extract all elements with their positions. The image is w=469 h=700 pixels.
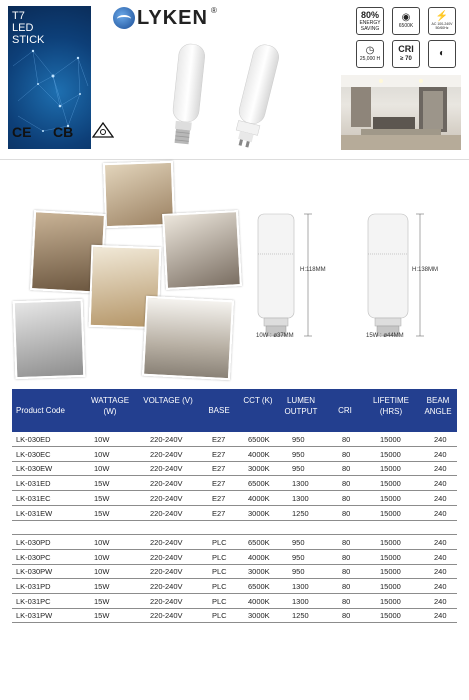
table-cell: LK-031EC bbox=[16, 493, 51, 503]
table-cell: 80 bbox=[342, 435, 351, 444]
table-cell: 80 bbox=[342, 464, 351, 474]
table-cell: 15W bbox=[94, 479, 110, 489]
table-row bbox=[12, 461, 457, 476]
table-cell: 80 bbox=[342, 596, 351, 606]
table-cell: 1300 bbox=[292, 479, 309, 489]
table-cell: 15000 bbox=[380, 435, 401, 444]
table-cell: 10W bbox=[94, 449, 110, 459]
ce-mark: CE bbox=[12, 124, 32, 140]
table-cell: PLC bbox=[212, 596, 227, 606]
table-cell: 15000 bbox=[380, 479, 401, 489]
table-cell: LK-030ED bbox=[16, 435, 51, 444]
table-cell: 6500K bbox=[248, 479, 270, 489]
table-cell: 80 bbox=[342, 493, 351, 503]
table-cell: 15000 bbox=[380, 596, 401, 606]
table-row bbox=[12, 506, 457, 521]
table-cell: 950 bbox=[292, 435, 305, 444]
table-cell: 10W bbox=[94, 567, 110, 577]
table-cell: E27 bbox=[212, 464, 226, 474]
bulb-10w-dimension-diagram bbox=[250, 210, 330, 340]
table-cell: 1250 bbox=[292, 508, 309, 518]
table-cell: 3000K bbox=[248, 508, 270, 518]
table-cell: E27 bbox=[212, 508, 226, 518]
cri-label: CRI bbox=[398, 44, 414, 54]
table-cell: 220-240V bbox=[150, 493, 183, 503]
table-cell: LK-031PD bbox=[16, 582, 51, 591]
safety-triangle-icon bbox=[92, 122, 114, 141]
height-label-15w: H:138MM bbox=[412, 267, 439, 273]
col-product-code: Product Code bbox=[16, 406, 65, 415]
table-cell: E27 bbox=[212, 479, 226, 489]
living-room-photo bbox=[341, 75, 461, 150]
table-cell: 1250 bbox=[292, 611, 309, 621]
brand-name: LYKEN bbox=[137, 6, 208, 29]
col-wattage: WATTAGE (W) bbox=[90, 396, 130, 416]
table-cell: 6500K bbox=[248, 537, 270, 547]
registered-mark: ® bbox=[210, 6, 217, 15]
energy-percent: 80% bbox=[360, 10, 379, 20]
table-row bbox=[12, 579, 457, 594]
table-cell: 80 bbox=[342, 582, 351, 591]
clock-icon: ◷ bbox=[365, 45, 375, 56]
energy-saving-icon bbox=[356, 7, 384, 35]
table-cell: 10W bbox=[94, 435, 110, 444]
cri-icon bbox=[392, 40, 420, 68]
table-cell: 10W bbox=[94, 537, 110, 547]
table-row bbox=[12, 491, 457, 506]
diameter-label-15w: 15W : ø44MM bbox=[366, 333, 404, 339]
table-cell: E27 bbox=[212, 449, 226, 459]
table-cell: PLC bbox=[212, 537, 227, 547]
table-cell: LK-031PW bbox=[16, 611, 53, 621]
cb-mark: CB bbox=[53, 124, 74, 140]
table-cell: 80 bbox=[342, 508, 351, 518]
table-cell: 15W bbox=[94, 508, 110, 518]
e27-stick-bulb-image bbox=[170, 42, 206, 150]
table-cell: 240 bbox=[434, 449, 447, 459]
table-cell: 240 bbox=[434, 464, 447, 474]
lightning-icon: ⚡ bbox=[435, 11, 449, 22]
title-line-2: LED bbox=[12, 22, 34, 34]
table-cell: 15000 bbox=[380, 537, 401, 547]
table-cell: 15W bbox=[94, 493, 110, 503]
table-cell: 15000 bbox=[380, 493, 401, 503]
table-cell: 15000 bbox=[380, 552, 401, 562]
table-cell: 10W bbox=[94, 552, 110, 562]
table-cell: 220-240V bbox=[150, 449, 183, 459]
table-cell: 950 bbox=[292, 464, 305, 474]
table-cell: 220-240V bbox=[150, 464, 183, 474]
sun-icon: ◉ bbox=[401, 12, 411, 23]
table-cell: 80 bbox=[342, 479, 351, 489]
table-spacer-row bbox=[12, 520, 457, 535]
table-cell: 6500K bbox=[248, 582, 270, 591]
table-cell: 240 bbox=[434, 611, 447, 621]
table-cell: 15000 bbox=[380, 611, 401, 621]
table-cell: PLC bbox=[212, 582, 227, 591]
energy-label: ENERGY bbox=[359, 20, 381, 26]
table-cell: 220-240V bbox=[150, 567, 183, 577]
table-row bbox=[12, 594, 457, 609]
table-cell: 240 bbox=[434, 552, 447, 562]
table-cell: 4000K bbox=[248, 493, 270, 503]
table-cell: 1300 bbox=[292, 596, 309, 606]
table-cell: 15000 bbox=[380, 508, 401, 518]
product-header bbox=[0, 0, 469, 160]
table-cell: 3000K bbox=[248, 567, 270, 577]
table-cell: PLC bbox=[212, 552, 227, 562]
title-line-1: T7 bbox=[12, 10, 25, 22]
height-label-10w: H:118MM bbox=[300, 267, 326, 273]
globe-icon bbox=[113, 7, 135, 29]
table-row bbox=[12, 550, 457, 565]
table-cell: 220-240V bbox=[150, 479, 183, 489]
application-photo-collage bbox=[12, 160, 242, 380]
table-cell: 220-240V bbox=[150, 596, 183, 606]
table-cell: 80 bbox=[342, 611, 351, 621]
table-cell: 220-240V bbox=[150, 537, 183, 547]
product-title bbox=[12, 10, 44, 46]
cct-label: 6500K bbox=[398, 23, 414, 29]
brand-logo bbox=[113, 6, 217, 30]
table-cell: 1300 bbox=[292, 582, 309, 591]
dimmer-symbol: ◐ bbox=[438, 48, 446, 59]
voltage-label: AC 100-240V 50/60Hz bbox=[431, 22, 453, 30]
table-cell: 15W bbox=[94, 582, 110, 591]
table-cell: 6500K bbox=[248, 435, 270, 444]
table-cell: 240 bbox=[434, 537, 447, 547]
table-cell: 950 bbox=[292, 537, 305, 547]
table-cell: 240 bbox=[434, 435, 447, 444]
table-cell: 3000K bbox=[248, 464, 270, 474]
table-row bbox=[12, 447, 457, 462]
table-cell: LK-030EC bbox=[16, 449, 51, 459]
table-cell: 220-240V bbox=[150, 508, 183, 518]
table-cell: E27 bbox=[212, 435, 226, 444]
table-cell: 240 bbox=[434, 479, 447, 489]
table-row bbox=[12, 535, 457, 550]
dimming-icon bbox=[428, 40, 456, 68]
table-cell: LK-030PW bbox=[16, 567, 53, 577]
table-cell: LK-030PD bbox=[16, 537, 51, 547]
table-cell: LK-031ED bbox=[16, 479, 51, 489]
table-cell: 240 bbox=[434, 493, 447, 503]
table-cell: 80 bbox=[342, 537, 351, 547]
table-row bbox=[12, 564, 457, 579]
col-beam-angle: BEAM ANGLE bbox=[424, 396, 452, 416]
plc-stick-bulb-image bbox=[232, 42, 282, 150]
table-cell: 15000 bbox=[380, 464, 401, 474]
table-cell: 240 bbox=[434, 508, 447, 518]
table-cell: 950 bbox=[292, 449, 305, 459]
office-photo bbox=[13, 299, 86, 379]
saving-label: SAVING bbox=[360, 26, 380, 32]
table-cell: LK-031EW bbox=[16, 508, 53, 518]
mall-photo bbox=[142, 296, 234, 380]
table-cell: 1300 bbox=[292, 493, 309, 503]
title-line-3: STICK bbox=[12, 34, 45, 46]
lifetime-label: 25,000 H bbox=[359, 56, 381, 62]
table-cell: 240 bbox=[434, 596, 447, 606]
table-cell: 240 bbox=[434, 567, 447, 577]
table-cell: 80 bbox=[342, 449, 351, 459]
col-base: BASE bbox=[208, 406, 230, 415]
table-cell: 15000 bbox=[380, 582, 401, 591]
col-lifetime: LIFETIME (HRS) bbox=[372, 396, 409, 416]
lifetime-icon bbox=[356, 40, 384, 68]
bulb-15w-dimension-diagram bbox=[362, 210, 442, 340]
color-temperature-icon bbox=[392, 7, 420, 35]
table-cell: 3000K bbox=[248, 611, 270, 621]
col-cri: CRI bbox=[338, 406, 352, 415]
table-cell: 15000 bbox=[380, 567, 401, 577]
table-cell: 220-240V bbox=[150, 611, 183, 621]
col-cct: CCT (K) bbox=[243, 396, 273, 405]
table-cell: LK-030PC bbox=[16, 552, 51, 562]
table-cell: 220-240V bbox=[150, 552, 183, 562]
table-row bbox=[12, 608, 457, 623]
table-cell: 4000K bbox=[248, 552, 270, 562]
table-cell: LK-030EW bbox=[16, 464, 53, 474]
diameter-label-10w: 10W : ø37MM bbox=[256, 333, 294, 339]
table-cell: 950 bbox=[292, 552, 305, 562]
table-cell: 240 bbox=[434, 582, 447, 591]
table-row bbox=[12, 476, 457, 491]
table-cell: 15W bbox=[94, 596, 110, 606]
table-cell: 950 bbox=[292, 567, 305, 577]
table-cell: 10W bbox=[94, 464, 110, 474]
table-cell: 4000K bbox=[248, 596, 270, 606]
table-cell: 15W bbox=[94, 611, 110, 621]
table-cell: LK-031PC bbox=[16, 596, 51, 606]
table-cell: E27 bbox=[212, 493, 226, 503]
table-cell: 4000K bbox=[248, 449, 270, 459]
table-cell: 220-240V bbox=[150, 435, 183, 444]
col-voltage: VOLTAGE (V) bbox=[143, 396, 193, 405]
kitchen-photo bbox=[162, 210, 242, 290]
table-row bbox=[12, 432, 457, 447]
table-cell: 220-240V bbox=[150, 582, 183, 591]
table-cell: 80 bbox=[342, 552, 351, 562]
table-cell: 15000 bbox=[380, 449, 401, 459]
voltage-icon bbox=[428, 7, 456, 35]
spec-table-header bbox=[12, 389, 457, 432]
col-lumen: LUMEN OUTPUT bbox=[284, 396, 318, 416]
cri-value: ≥ 70 bbox=[400, 56, 412, 62]
table-cell: PLC bbox=[212, 611, 227, 621]
table-cell: PLC bbox=[212, 567, 227, 577]
table-cell: 80 bbox=[342, 567, 351, 577]
